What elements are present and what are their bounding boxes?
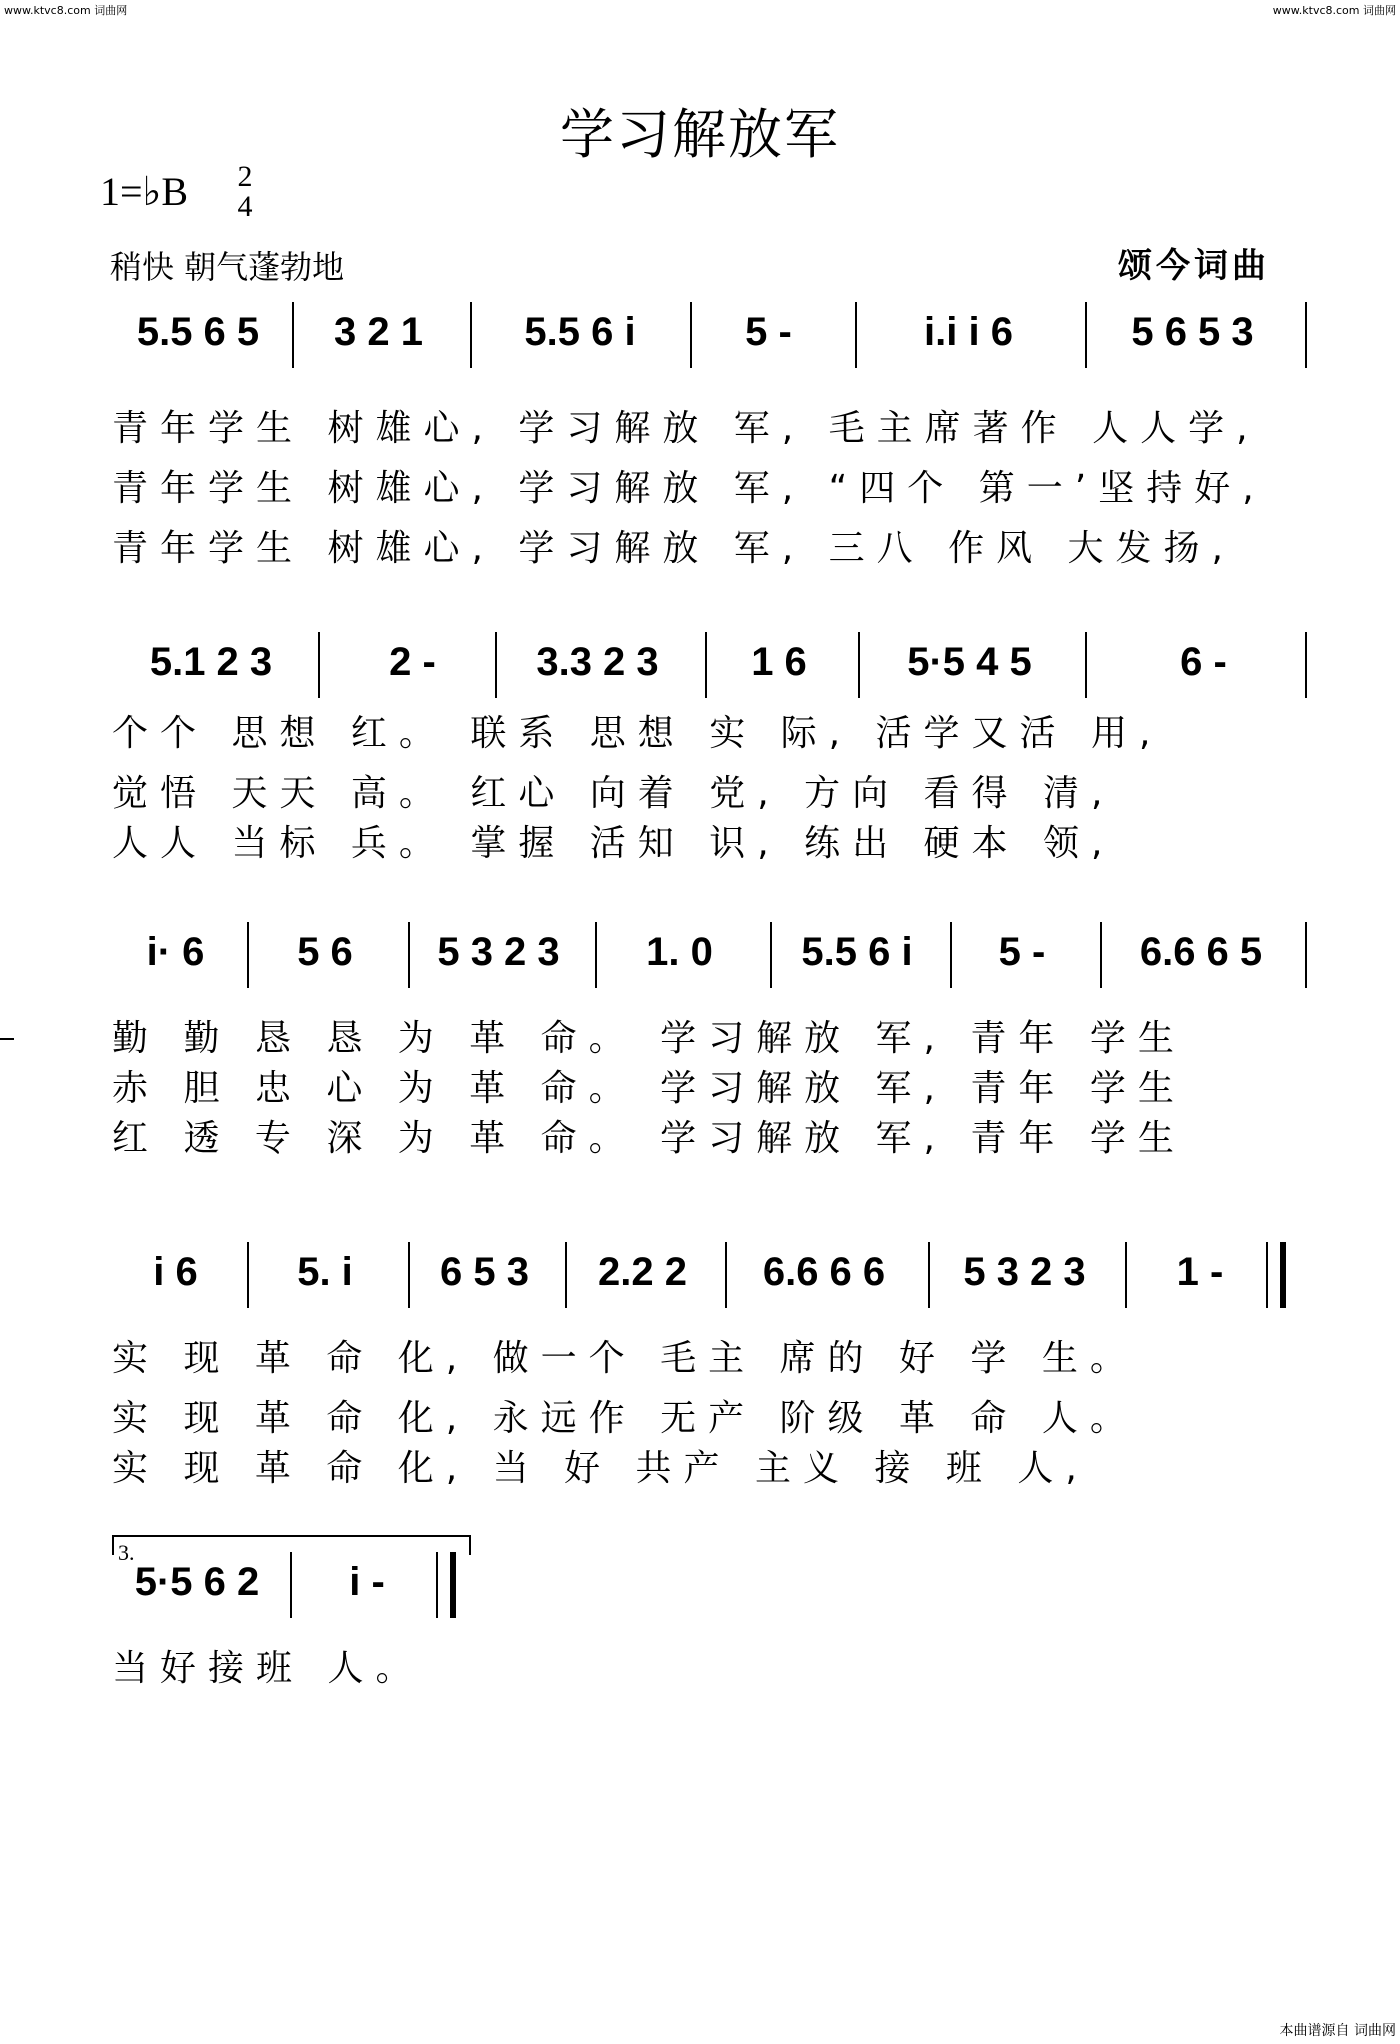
lyric-line: 勤 勤 恳 恳 为 革 命。 学习解放 军, 青年 学生 [112,1018,1186,1059]
corner-watermark-left: www.ktvc8.com 词曲网 [4,4,128,17]
measure: 5 3 2 3 [437,930,560,974]
bar-line [1305,922,1307,988]
bar-line [1085,632,1087,698]
volta-label: 3. [118,1540,135,1565]
measure: i 6 [153,1250,198,1294]
lyric-line: 青年学生 树雄心, 学习解放 军, “四个 第一’坚持好, [112,468,1266,509]
measure: 5 - [745,310,792,354]
bar-line [292,302,294,368]
measure: 5.5 6 i [524,310,636,354]
bar-line [950,922,952,988]
measure: 6.6 6 6 [762,1250,886,1294]
margin-tick [0,1038,14,1040]
bar-line [705,632,707,698]
measure: 5 - [998,930,1046,974]
bar-line [855,302,857,368]
measure: 5.5 6 i [801,930,913,974]
measure: 5.5 6 5 [136,310,260,354]
measure: 3.3 2 3 [536,640,659,684]
time-signature [230,162,260,222]
bar-line [408,922,410,988]
measure: 5 6 5 3 [1131,310,1254,354]
bar-line [318,632,320,698]
bar-line [450,1552,456,1618]
bar-line [770,922,772,988]
lyric-line: 人人 当标 兵。 掌握 活知 识, 练出 硬本 领, [112,823,1115,864]
measure: 1 6 [751,640,807,684]
key-signature: 1=♭B [100,169,189,214]
measure: 5·5 4 5 [907,640,1032,684]
bar-line [247,922,249,988]
measure: 5 6 [297,930,353,974]
bar-line [928,1242,930,1308]
measure: 1. 0 [646,930,713,974]
bar-line [1085,302,1087,368]
corner-watermark-right: www.ktvc8.com 词曲网 [1272,4,1396,17]
measure: 1 - [1176,1250,1224,1294]
bar-line [1125,1242,1127,1308]
measure: 3 2 1 [334,310,423,354]
measure: 6 - [1180,640,1227,684]
bar-line [595,922,597,988]
song-title: 学习解放军 [560,103,840,166]
measure: i - [349,1560,385,1604]
footer-source: 本曲谱源自 词曲网 [1279,2023,1396,2039]
bar-line [1305,632,1307,698]
bar-line [1100,922,1102,988]
time-signature-top: 2 [237,160,253,193]
bar-line [247,1242,249,1308]
bar-line [565,1242,567,1308]
measure: 5·5 6 2 [134,1560,260,1604]
lyric-line: 个个 思想 红。 联系 思想 实 际, 活学又活 用, [112,713,1163,754]
measure: 5 3 2 3 [963,1250,1086,1294]
lyric-line: 觉悟 天天 高。 红心 向着 党, 方向 看得 清, [112,773,1115,814]
measure: i· 6 [146,930,205,974]
bar-line [1266,1242,1268,1308]
measure: 2.2 2 [598,1250,687,1294]
lyric-line: 实 现 革 命 化, 做一个 毛主 席的 好 学 生。 [112,1338,1138,1379]
bar-line [408,1242,410,1308]
bar-line [858,632,860,698]
measure: 5. i [297,1250,353,1294]
measure: 6 5 3 [440,1250,529,1294]
bar-line [690,302,692,368]
bar-line [290,1552,292,1618]
measure: 5.1 2 3 [149,640,273,684]
bar-line [1305,302,1307,368]
time-signature-bottom: 4 [237,190,253,223]
lyric-line: 青年学生 树雄心, 学习解放 军, 三八 作风 大发扬, [112,528,1235,569]
lyric-line: 赤 胆 忠 心 为 革 命。 学习解放 军, 青年 学生 [112,1068,1186,1109]
volta-bracket [112,1535,471,1555]
lyric-line: 实 现 革 命 化, 当 好 共产 主义 接 班 人, [112,1448,1089,1489]
bar-line [495,632,497,698]
measure: 6.6 6 5 [1139,930,1263,974]
lyric-line: 青年学生 树雄心, 学习解放 军, 毛主席著作 人人学, [112,408,1260,449]
lyric-line: 实 现 革 命 化, 永远作 无产 阶级 革 命 人。 [112,1398,1138,1439]
lyric-line: 红 透 专 深 为 革 命。 学习解放 军, 青年 学生 [112,1118,1186,1159]
lyric-line: 当好接班 人。 [112,1648,424,1689]
measure: 2 - [389,640,436,684]
bar-line [725,1242,727,1308]
author-credit: 颂今词曲 [1118,246,1270,286]
measure: i.i i 6 [924,310,1013,354]
bar-line [436,1552,438,1618]
tempo-marking: 稍快 朝气蓬勃地 [110,248,345,286]
bar-line [1280,1242,1286,1308]
bar-line [470,302,472,368]
